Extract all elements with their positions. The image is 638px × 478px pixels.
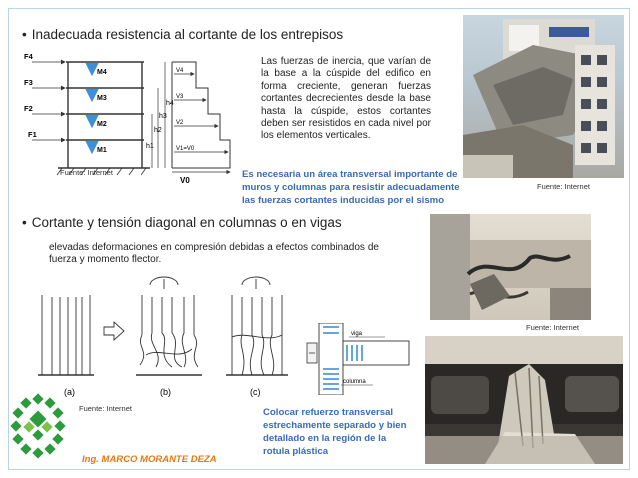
beam-photo-source: Fuente: Internet [526,323,579,332]
shear-label: V1=V0 [176,146,195,152]
figure-label-c: (c) [250,387,261,397]
damaged-beam-photo [430,214,591,320]
height-label: h3 [159,113,167,120]
section2-note: Colocar refuerzo transversal estrechamente separado y bien detallado en la región de la rotula plástica [263,407,407,457]
section2-title: Cortante y tensión diagonal en columnas o en vigas [31,215,342,230]
story-shear-diagram [22,50,247,188]
shear-label: V4 [176,68,184,74]
author-name: Ing. MARCO MORANTE DEZA [82,454,217,465]
building-photo-source: Fuente: Internet [537,182,590,191]
green-leaf-logo [8,393,68,459]
section1-note: Es necesaria un área transversal importante de muros y columnas para resistir adecuadamente las fuerzas cortantes inducidas por el sismo [242,169,460,206]
section1-paragraph: Las fuerzas de inercia, que varían de la base a la cúspide del edifico en forma creciente, generan fuerzas cortantes decrecientes desde la base hasta la cúspide, estos cortantes deben ser resistidos en cada nivel por los elementos verticales. [261,56,431,142]
height-label: h4 [166,100,174,107]
parking-collapse-photo [425,336,623,464]
beam-column-detail [305,323,415,395]
force-label: F3 [24,78,33,87]
section2-paragraph: elevadas deformaciones en compresión debidas a efectos combinados de fuerza y momento flector. [49,242,379,266]
beam-label: viga [351,331,363,337]
figure-source: Fuente: Internet [79,404,132,413]
force-label: F2 [24,104,33,113]
mass-label: M3 [97,95,107,102]
diagram-source: Fuente: Internet [60,168,113,177]
base-shear-label: V0 [180,176,190,185]
section1-title: Inadecuada resistencia al cortante de los entrepisos [31,27,344,42]
force-label: F4 [24,52,33,61]
shear-label: V2 [176,120,184,126]
collapsed-building-photo [463,15,624,178]
column-label: columna [343,379,366,385]
shear-label: V3 [176,94,184,100]
mass-label: M1 [97,147,107,154]
height-label: h2 [154,127,162,134]
section1-heading: • Inadecuada resistencia al cortante de los entrepisos [22,27,344,42]
mass-label: M2 [97,121,107,128]
column-failure-figure [32,275,302,400]
figure-label-b: (b) [160,387,171,397]
force-label: F1 [28,130,37,139]
section2-heading: • Cortante y tensión diagonal en columnas o en vigas [22,215,342,230]
height-label: h1 [146,143,154,150]
figure-label-a: (a) [64,387,75,397]
mass-label: M4 [97,69,107,76]
